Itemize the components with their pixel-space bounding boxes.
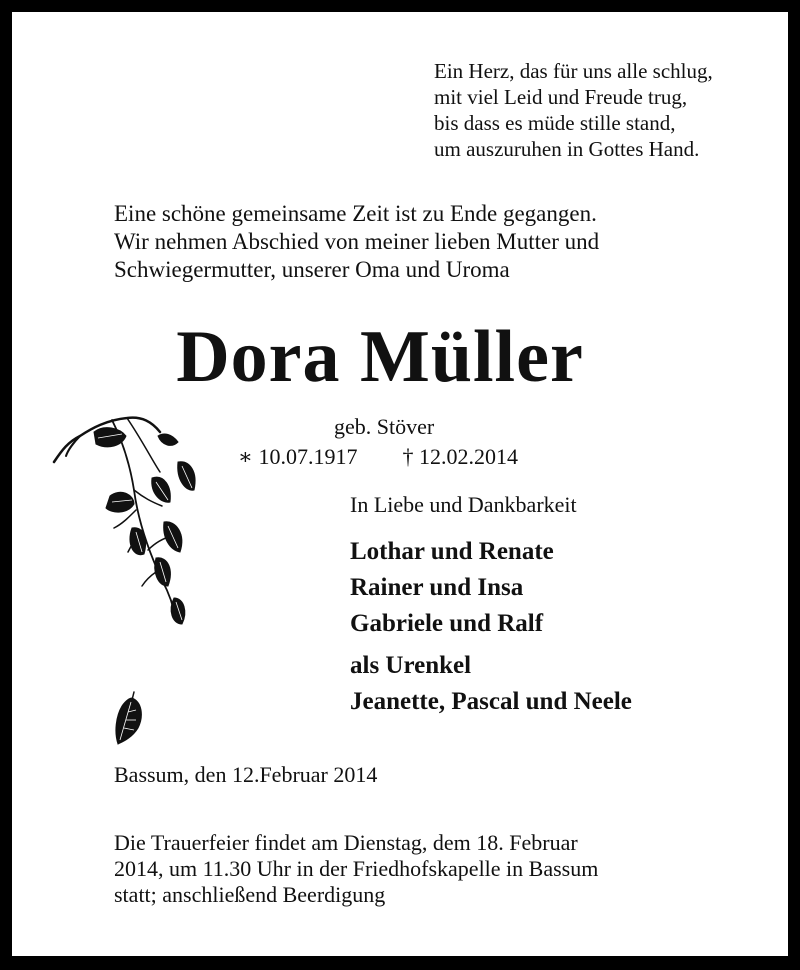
death-cross-icon: † [402,444,414,469]
poem-line: bis dass es müde stille stand, [434,111,676,135]
intro-line: Schwiegermutter, unserer Oma und Uroma [114,257,510,282]
great-grandchildren-names: Jeanette, Pascal und Neele [350,688,632,715]
obituary-card [12,12,788,956]
deceased-name: Dora Müller [176,316,584,398]
poem [434,58,713,162]
family-name: Gabriele und Ralf [350,610,544,637]
birch-branch-icon [52,410,212,630]
birth-star-icon: ∗ [238,444,253,469]
dedication: In Liebe und Dankbarkeit [350,492,577,517]
ceremony-line: statt; anschließend Beerdigung [114,882,386,907]
poem-line: um auszuruhen in Gottes Hand. [434,137,700,161]
ceremony-line: Die Trauerfeier findet am Dienstag, dem 18. Februar [114,830,578,855]
birth-date: 10.07.1917 [258,444,358,469]
family-list [350,534,554,642]
ceremony-line: 2014, um 11.30 Uhr in der Friedhofskapelle in Bassum [114,856,599,881]
poem-line: mit viel Leid und Freude trug, [434,85,688,109]
birth-name: geb. Stöver [334,414,435,439]
great-grandchildren [350,648,632,720]
death-date: 12.02.2014 [418,444,518,469]
place-date: Bassum, den 12.Februar 2014 [114,762,378,787]
intro-line: Eine schöne gemeinsame Zeit ist zu Ende gegangen. [114,201,597,226]
intro-text [114,200,599,284]
life-dates [238,444,518,470]
family-name: Lothar und Renate [350,538,554,565]
birch-leaf-icon [112,690,146,746]
great-grandchildren-label: als Urenkel [350,652,472,679]
poem-line: Ein Herz, das für uns alle schlug, [434,59,713,83]
family-name: Rainer und Insa [350,574,524,601]
intro-line: Wir nehmen Abschied von meiner lieben Mutter und [114,229,600,254]
ceremony-info [114,830,769,908]
